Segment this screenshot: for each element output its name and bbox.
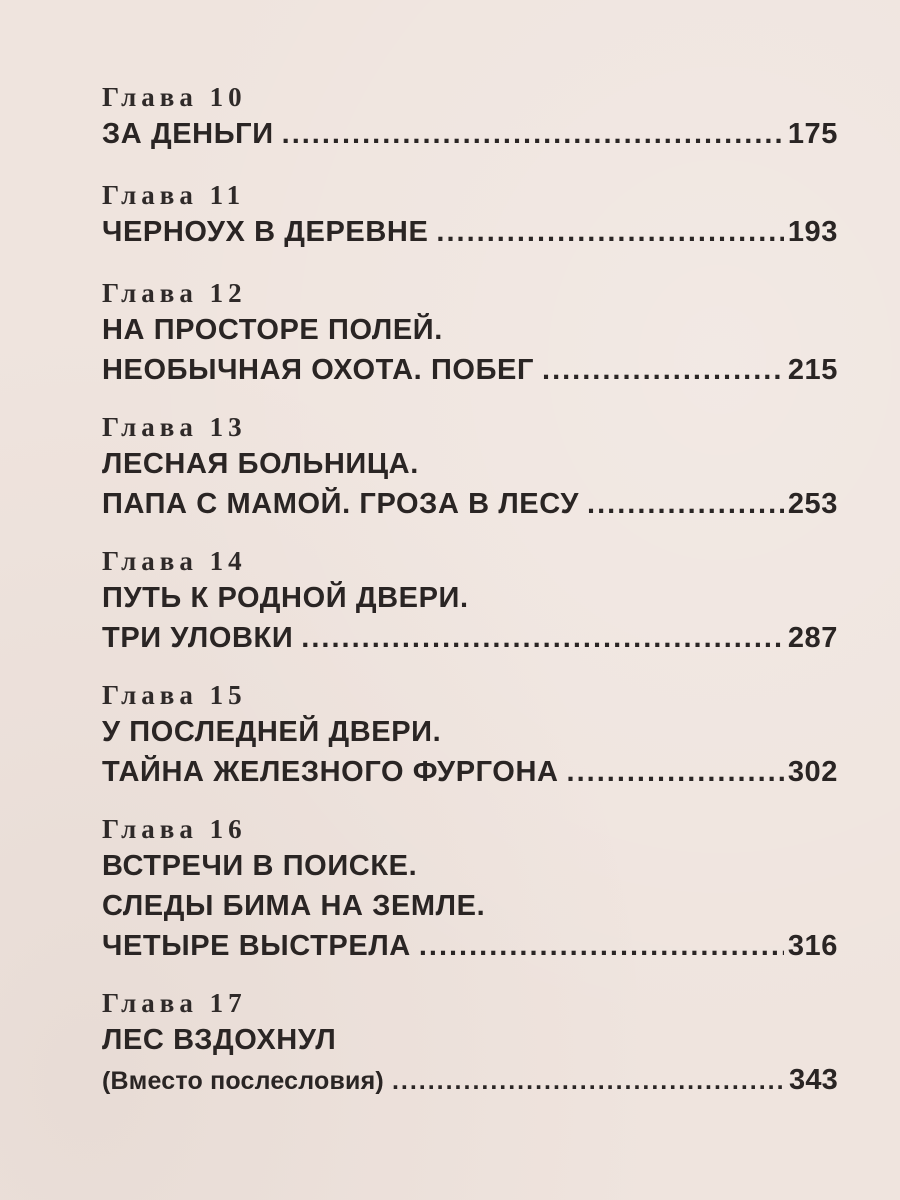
toc-chapter-12	[102, 276, 838, 390]
dot-leader	[587, 484, 784, 524]
dot-leader	[567, 752, 784, 792]
chapter-subtitle: (Вместо послесловия)	[102, 1067, 384, 1095]
chapter-title-line	[102, 444, 838, 484]
toc-chapter-17	[102, 986, 838, 1100]
toc-chapter-10	[102, 80, 838, 154]
page-number: 215	[787, 354, 838, 386]
page-number: 316	[787, 930, 838, 962]
chapter-title: НА ПРОСТОРЕ ПОЛЕЙ.	[102, 314, 443, 346]
chapter-title: НЕОБЫЧНАЯ ОХОТА. ПОБЕГ	[102, 354, 535, 386]
chapter-title: ЛЕСНАЯ БОЛЬНИЦА.	[102, 448, 419, 480]
chapter-label: Глава 17	[102, 988, 247, 1018]
chapter-title-line	[102, 1020, 838, 1060]
toc-chapter-14	[102, 544, 838, 658]
dot-leader	[542, 350, 784, 390]
chapter-title-line	[102, 926, 838, 966]
toc-chapter-11	[102, 178, 838, 252]
toc-chapter-13	[102, 410, 838, 524]
chapter-title: ЧЕРНОУХ В ДЕРЕВНЕ	[102, 216, 429, 248]
chapter-label: Глава 14	[102, 546, 247, 576]
chapter-title-line	[102, 578, 838, 618]
dot-leader	[392, 1061, 785, 1101]
dot-leader	[301, 618, 784, 658]
chapter-title: ПУТЬ К РОДНОЙ ДВЕРИ.	[102, 582, 469, 614]
chapter-title: ПАПА С МАМОЙ. ГРОЗА В ЛЕСУ	[102, 488, 580, 520]
chapter-title-line	[102, 310, 838, 350]
page-number: 253	[787, 488, 838, 520]
page-number: 343	[789, 1064, 838, 1096]
table-of-contents	[102, 80, 838, 1100]
chapter-title-line	[102, 752, 838, 792]
chapter-title: СЛЕДЫ БИМА НА ЗЕМЛЕ.	[102, 890, 486, 922]
chapter-label: Глава 12	[102, 278, 247, 308]
page-number: 175	[787, 118, 838, 150]
chapter-title: ЗА ДЕНЬГИ	[102, 118, 274, 150]
chapter-title-line	[102, 212, 838, 252]
chapter-title-line	[102, 114, 838, 154]
chapter-title: ТАЙНА ЖЕЛЕЗНОГО ФУРГОНА	[102, 756, 559, 788]
chapter-title: ЧЕТЫРЕ ВЫСТРЕЛА	[102, 930, 411, 962]
chapter-title: ТРИ УЛОВКИ	[102, 622, 294, 654]
chapter-title-line	[102, 484, 838, 524]
chapter-title-line	[102, 846, 838, 886]
chapter-subtitle-line	[102, 1060, 838, 1100]
toc-chapter-16	[102, 812, 838, 966]
dot-leader	[282, 114, 784, 154]
chapter-title-line	[102, 350, 838, 390]
chapter-label: Глава 13	[102, 412, 247, 442]
dot-leader	[436, 212, 783, 252]
page-number: 193	[787, 216, 838, 248]
chapter-title-line	[102, 618, 838, 658]
dot-leader	[419, 926, 784, 966]
chapter-label: Глава 15	[102, 680, 247, 710]
chapter-title-line	[102, 886, 838, 926]
chapter-title: ВСТРЕЧИ В ПОИСКЕ.	[102, 850, 418, 882]
chapter-label: Глава 10	[102, 82, 247, 112]
chapter-title-line	[102, 712, 838, 752]
chapter-label: Глава 11	[102, 180, 246, 210]
chapter-title: ЛЕС ВЗДОХНУЛ	[102, 1024, 337, 1056]
page-number: 287	[787, 622, 838, 654]
chapter-label: Глава 16	[102, 814, 247, 844]
page-number: 302	[787, 756, 838, 788]
chapter-title: У ПОСЛЕДНЕЙ ДВЕРИ.	[102, 716, 442, 748]
toc-chapter-15	[102, 678, 838, 792]
